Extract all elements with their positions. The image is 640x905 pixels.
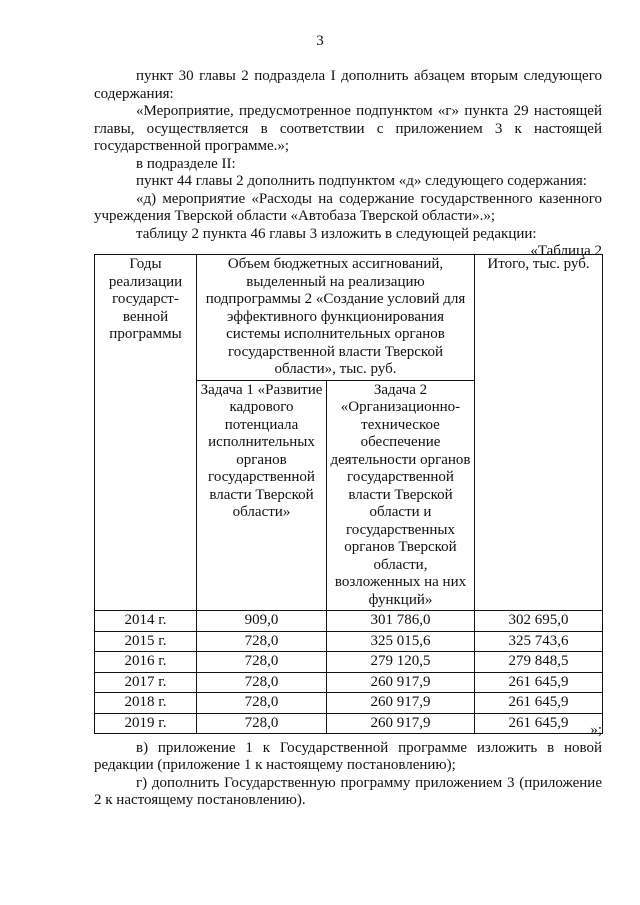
paragraph: таблицу 2 пункта 46 главы 3 изложить в следующей редакции: — [136, 225, 537, 242]
table-close-mark: »; — [590, 722, 602, 738]
cell-year: 2016 г. — [95, 652, 197, 673]
header-task1: Задача 1 «Развитие кадрового потенциала исполнительных органов государственной власти Тверской области» — [197, 380, 327, 611]
table-row — [95, 611, 603, 632]
cell-year: 2019 г. — [95, 713, 197, 734]
cell-total: 261 645,9 — [475, 672, 603, 693]
cell-year: 2015 г. — [95, 631, 197, 652]
cell-year: 2017 г. — [95, 672, 197, 693]
cell-total: 261 645,9 — [475, 713, 603, 734]
table-row — [95, 652, 603, 673]
cell-task1: 909,0 — [197, 611, 327, 632]
cell-total: 279 848,5 — [475, 652, 603, 673]
paragraph: в подразделе II: — [136, 155, 236, 172]
cell-total: 302 695,0 — [475, 611, 603, 632]
header-years: Годы реализации государст-венной программы — [95, 255, 197, 611]
text-block-top — [94, 68, 602, 261]
table-row — [95, 693, 603, 714]
header-volume: Объем бюджетных ассигнований, выделенный на реализацию подпрограммы 2 «Создание условий для эффективного функционирования системы исполнительных органов государственной власти Тверской области», тыс. руб. — [197, 255, 475, 381]
table-caption: «Таблица 2 — [530, 243, 602, 259]
cell-task1: 728,0 — [197, 652, 327, 673]
paragraph: «Мероприятие, предусмотренное подпунктом «г» пункта 29 настоящей главы, осуществляется в соответствии с приложением 3 к настоящей государственной программе.»; — [94, 103, 602, 154]
cell-year: 2018 г. — [95, 693, 197, 714]
cell-task2: 325 015,6 — [327, 631, 475, 652]
paragraph: пункт 44 главы 2 дополнить подпунктом «д» следующего содержания: — [136, 173, 587, 189]
cell-task2: 260 917,9 — [327, 713, 475, 734]
cell-year: 2014 г. — [95, 611, 197, 632]
header-task2: Задача 2 «Организационно-техническое обеспечение деятельности органов государственной власти Тверской области и государственных органов Тверской области, возложенных на них функций» — [327, 380, 475, 611]
cell-task1: 728,0 — [197, 713, 327, 734]
budget-table — [94, 254, 603, 734]
cell-total: 325 743,6 — [475, 631, 603, 652]
paragraph: в) приложение 1 к Государственной программе изложить в новой редакции (приложение 1 к настоящему постановлению); — [94, 739, 602, 773]
paragraph: «д) мероприятие «Расходы на содержание государственного казенного учреждения Тверской области «Автобаза Тверской области».»; — [94, 190, 602, 224]
paragraph: г) дополнить Государственную программу приложением 3 (приложение 2 к настоящему постановлению). — [94, 774, 602, 808]
page-number: 3 — [316, 33, 324, 49]
table-header-row — [95, 255, 603, 381]
cell-task2: 260 917,9 — [327, 672, 475, 693]
cell-task1: 728,0 — [197, 631, 327, 652]
text-block-bottom — [94, 722, 602, 810]
cell-task1: 728,0 — [197, 672, 327, 693]
cell-task2: 279 120,5 — [327, 652, 475, 673]
header-total: Итого, тыс. руб. — [475, 255, 603, 611]
paragraph: пункт 30 главы 2 подраздела I дополнить абзацем вторым следующего содержания: — [94, 68, 602, 102]
table-row — [95, 672, 603, 693]
cell-task2: 260 917,9 — [327, 693, 475, 714]
table-row — [95, 631, 603, 652]
cell-total: 261 645,9 — [475, 693, 603, 714]
cell-task1: 728,0 — [197, 693, 327, 714]
cell-task2: 301 786,0 — [327, 611, 475, 632]
